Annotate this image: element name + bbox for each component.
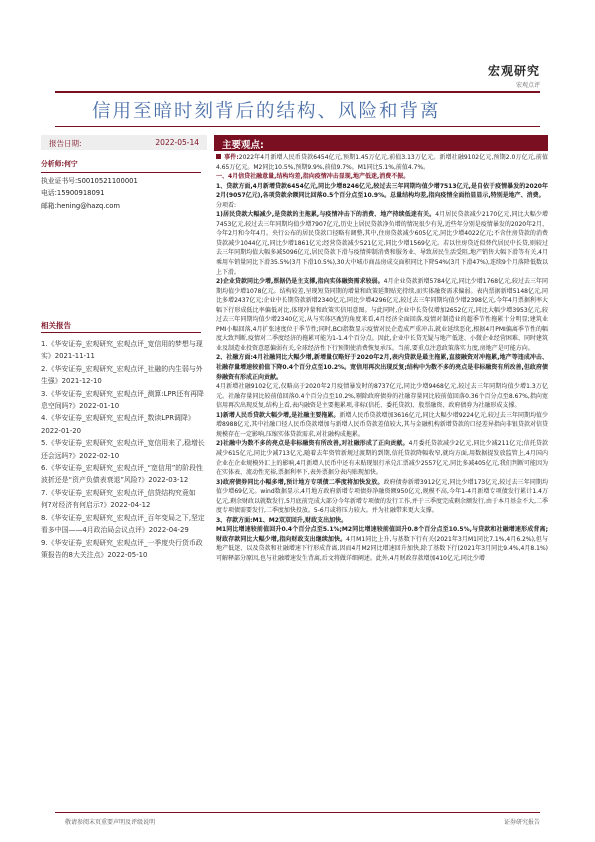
event-text: 2022年4月新增人民币贷款6454亿元,预期1.45万亿元,前值3.13万亿元。新增社融9102亿元,预期2.0万亿元,前值4.65万亿元。M2同比10.5%,预期9.9%,前值9.7%。M1同比5.1%,前值4.7%。 bbox=[216, 154, 548, 171]
section-title: 宏观研究 bbox=[487, 64, 540, 78]
related-report-item[interactable]: 2.《华安证券_宏观研究_宏观点评_社融的内生弱与外生强》2021-12-10 bbox=[41, 364, 203, 386]
breakdown-label: 分项看: bbox=[216, 201, 237, 209]
nonstandard-text: 4月委托贷款减少2亿元,同比少减211亿元;信托贷款减少615亿元,同比少减713亿元,随着去年资管新规过渡期的到期,信托贷款降幅收窄,就均方面,用数据提发放监管上,4月国内企业在企业规模外汇上的影响,4月新增人民币中还有未贴现银行承兑汇票减少2557亿元,同比多减405亿元,我们判断可能因为在实体表、流动性充裕,票据利率下,表外票据分表内贴现加快。 bbox=[216, 440, 548, 477]
related-report-item[interactable]: 1.《华安证券_宏观研究_宏观点评_宽信用的梦想与现实》2021-11-11 bbox=[41, 340, 203, 361]
section-subtitle: 宏观点评 bbox=[515, 82, 540, 89]
corporate-loan-paragraph bbox=[216, 277, 548, 353]
rmb-loan-paragraph bbox=[216, 411, 548, 440]
event-label: 事件: bbox=[224, 154, 239, 161]
summary-heading: 一、4月信贷社融意量,结构均差,指向疫情冲击显现,地产低迷,消费不振。 bbox=[216, 173, 410, 181]
title-divider bbox=[55, 126, 540, 127]
footer-label: 证券研究报告 bbox=[503, 819, 540, 826]
gov-bond-text: 政府债券新增3912亿元,同比少增173亿元,较过去三年同期均值少增69亿元。wind数据显示,4月地方政府新增专项债券净融资额950亿元,规模不高,今年1-4月新增专项债发行累计1.4万亿元,剩余财政以就数发行,5月底前完成大部分今年新增专项债的发行工作,并于三季度完成剩余额发行,由于本月基金不大,二季度专项债需要发行,二季度加快投放。5-6月或将压力较大。并为社融带来更大支撑。 bbox=[216, 478, 548, 515]
header-divider bbox=[55, 91, 540, 93]
analyst-phone: 电话:15900918091 bbox=[41, 189, 105, 197]
loan-paragraph bbox=[216, 182, 548, 201]
gov-bond-paragraph bbox=[216, 478, 548, 516]
nonstandard-bold: 2)社融中为数不多的亮点是非标融资有所改善,对社融形成了正向贡献。 bbox=[216, 440, 409, 448]
household-text: 4月居民贷款减少2170亿元,同比大幅少增7453亿元,较过去三年同期均值少增7907亿元,历史上居民贷款净负增的情况很少有见,近些年分别是疫情暴发的2020年2月、今年2月和今年4月。央行公布的居民贷款口径略有调整,其中,住房贷款减少605亿元,同比少增4022亿元;不含住房贷款的消费贷款减少1044亿元,同比少增1861亿元;经营贷款减少521亿元,同比少增1569亿元。若以往房贷近似替代居民中长贷,则较过去三年同期均值大幅多减5096亿元,居民贷款下滑与疫情抑制消费和服务业、导致居民生活受阻,地产销售大幅下滑等有关,4月乘用车销量同比下滑35.5%(3月下滑10.5%),30大中城市商品房成交面积同比下降54%(3月下滑47%),连续9个月落降低数以上下滑。 bbox=[216, 211, 548, 276]
related-report-item[interactable]: 3.《华安证券_宏观研究_宏观点评_测算:LPR还有再降息空间吗?》2022-01-10 bbox=[41, 389, 204, 411]
corporate-text: 4月企业贷款新增5784亿元,同比少增1768亿元,较过去三年同期均值少增1078亿元。结构较差,呈现短贷同期的增量和政策延期贴充持续,而实体融资需求偏弱。表内票据新增5148亿元,同比多增2437亿元;企业中长期贷款新增2340亿元,同比少增4296亿元,较过去三年同期均值少增2398亿元,今年4月票据利率大幅下行形成低比率偏低对比,体现冲量和政策实信用意图。与此同时,企业中长贷仅增加2652亿元,同比大幅少增3953亿元,较过去三年同期均值少增2340亿元,从与实体匹配的角度来看,4月经济全面回落,疫情对制造业的超季节性拖累十分明显;建筑业PMI小幅回落,4月扩张速度位于季节性;同时,BCI指数显示疫情对民企造成严重冲击,就业延续恶化,根据4月PMI偏离季节性的幅度大致判断,疫情对二季度经济的拖累可能为1-1.4个百分点。因此,企业中长贷无疑与地产低迷、小微企业经营困难、同时建筑业及制造业投资意愿偏弱有关,全球经济性下行预期使消费恢复承压。当前,要重点注意政策落实力度,房地产是可能方向。 bbox=[216, 278, 549, 352]
bullet-square-icon bbox=[216, 154, 221, 159]
related-reports-divider bbox=[41, 332, 201, 333]
social-financing-detail: 4月新增社融9102亿元,仅略高于2020年2月疫情暴发时的8737亿元,同比少增9468亿元,较过去三年同期均值少增1.3万亿元。社融存量同比较前值回落0.4个百分点至10.2%,剔除政府债券的社融存量同比较前值回落0.36个百分点至8.67%,指向宽信用再次出现反复,结构上看,表内融资是主要拖累项,非标(信托、委托贷款)、股票融资、政府债券为社融形成支撑。 bbox=[216, 383, 548, 410]
analyst-name: 分析师:何宁 bbox=[41, 160, 78, 168]
household-bold: 1)居民贷款大幅减少,是贷款的主拖累,与疫情冲击下的消费、地产持续低迷有关。 bbox=[216, 211, 436, 219]
related-report-item[interactable]: 8.《华安证券_宏观研究_宏观点评_百年变局之下,坚定看多中国——4月政治局会议点评》2022-04-29 bbox=[41, 513, 205, 535]
loan-bold: 1、贷款方面,4月新增贷款6454亿元,同比少增8246亿元,较过去三年同期均值少增7513亿元,是自依于疫情暴发的2020年2月(9057亿元),各项贷款余额同比回落0.5个百分点至10.9%。总量结构均差,指向疫情全面抬显显示,特别是地产、消费。 bbox=[216, 182, 548, 200]
footer-divider bbox=[55, 812, 540, 813]
document-title: 信用至暗时刻背后的结构、风险和背离 bbox=[92, 101, 441, 122]
main-body bbox=[216, 153, 548, 564]
report-date-bar bbox=[41, 135, 207, 150]
money-supply-text: 4月M1同比上升,与基数下行有关(2021年3月M1同比7.1%,4月6.2%),但与地产低迷、以及贷款和社融增速下行形成背离,因而4月M2同比增速回升加快,除了基数下行(2021年3月同比9.4%,4月8.1%)可解释部分原因,也与社融增速发生背离,后文将做详细阐述。此外,4月财政存款增加410亿元,同比少增 bbox=[216, 535, 548, 562]
report-date-value: 2022-05-14 bbox=[155, 138, 199, 147]
money-supply-bold: M1同比增速较前值回升0.4个百分点至5.1%;M2同比增速较前值回升0.8个百分点至10.5%,与贷款和社融增速形成背离;财政存款同比大幅少增,指向财政支出继续加快。 bbox=[216, 526, 548, 543]
related-reports-list bbox=[41, 338, 206, 561]
money-supply-paragraph bbox=[216, 525, 548, 563]
related-reports-title: 相关报告 bbox=[41, 321, 71, 330]
analyst-block bbox=[41, 158, 211, 212]
key-points-heading: 主要观点: bbox=[222, 140, 264, 151]
footer-disclaimer: 敬请参阅末页重要声明及评级说明 bbox=[65, 819, 156, 826]
analyst-license: 执业证书号:S0010521100001 bbox=[41, 176, 138, 185]
related-report-item[interactable]: 5.《华安证券_宏观研究_宏观点评_宽信用来了,稳增长还会远吗?》2022-02-10 bbox=[41, 439, 205, 460]
deposit-heading bbox=[216, 516, 548, 526]
event-paragraph bbox=[216, 153, 548, 172]
analyst-email[interactable]: 邮箱:hening@hazq.com bbox=[41, 201, 121, 210]
related-report-item[interactable]: 9.《华安证券_宏观研究_宏观点评_一季度央行货币政策报告的8大关注点》2022-05-10 bbox=[41, 538, 203, 559]
social-financing-paragraph bbox=[216, 353, 548, 382]
analyst-divider bbox=[41, 172, 201, 173]
nonstandard-paragraph bbox=[216, 439, 548, 477]
corporate-bold: 2)企业贷款同比少增,票据仍是主支撑,指向实体融资需求较弱。 bbox=[216, 278, 384, 286]
deposit-bold: 3、存款方面:M1、M2双双回升,财政支出加快。 bbox=[216, 516, 348, 524]
gov-bond-bold: 3)政府债券同比小幅多增,预计地方专项债二季度将加快发放。 bbox=[216, 478, 384, 486]
related-report-item[interactable]: 7.《华安证券_宏观研究_宏观点评_信贷结构究竟如何?对经济有何启示?》2022-04-12 bbox=[41, 488, 196, 510]
report-date-label: 报告日期: bbox=[49, 139, 82, 148]
rmb-bold: 1)新增人民币贷款大幅少增,是社融主要拖累。 bbox=[216, 411, 340, 419]
related-report-item[interactable]: 6.《华安证券_宏观研究_宏观点评_“宽信用”的阶段性波折还是“资产负债表衰退”风险?》2022-03-12 bbox=[41, 464, 203, 485]
key-points-heading-bar bbox=[214, 135, 548, 151]
related-report-item[interactable]: 4.《华安证券_宏观研究_宏观点评_数读LPR调降》2022-01-20 bbox=[41, 414, 195, 435]
rmb-text: 新增人民币贷款增加3616亿元,同比大幅少增9224亿元,较过去三年同期均值少增8988亿元,其中社融口径人民币贷款增加与新增人民币贷款差值较大,其与金融机构新增贷款的口径差异指向非银贷款对信贷规模存在一定影响,压缩实体贷款需求,对社融构成拖累。 bbox=[216, 411, 548, 438]
sf-bold: 2、社融方面:4月社融同比大幅少增,新增量仅略好于2020年2月,表内贷款是最主拖累,直接融资对冲拖累,地产等违成冲击、社融存量增速较前值下降0.4个百分点至10.2%。宽信用再次出现反复;结构中为数不多的亮点是非标融资有所改善,但政府债券融资有形成正向贡献。 bbox=[216, 354, 548, 381]
household-loan-paragraph bbox=[216, 210, 548, 277]
